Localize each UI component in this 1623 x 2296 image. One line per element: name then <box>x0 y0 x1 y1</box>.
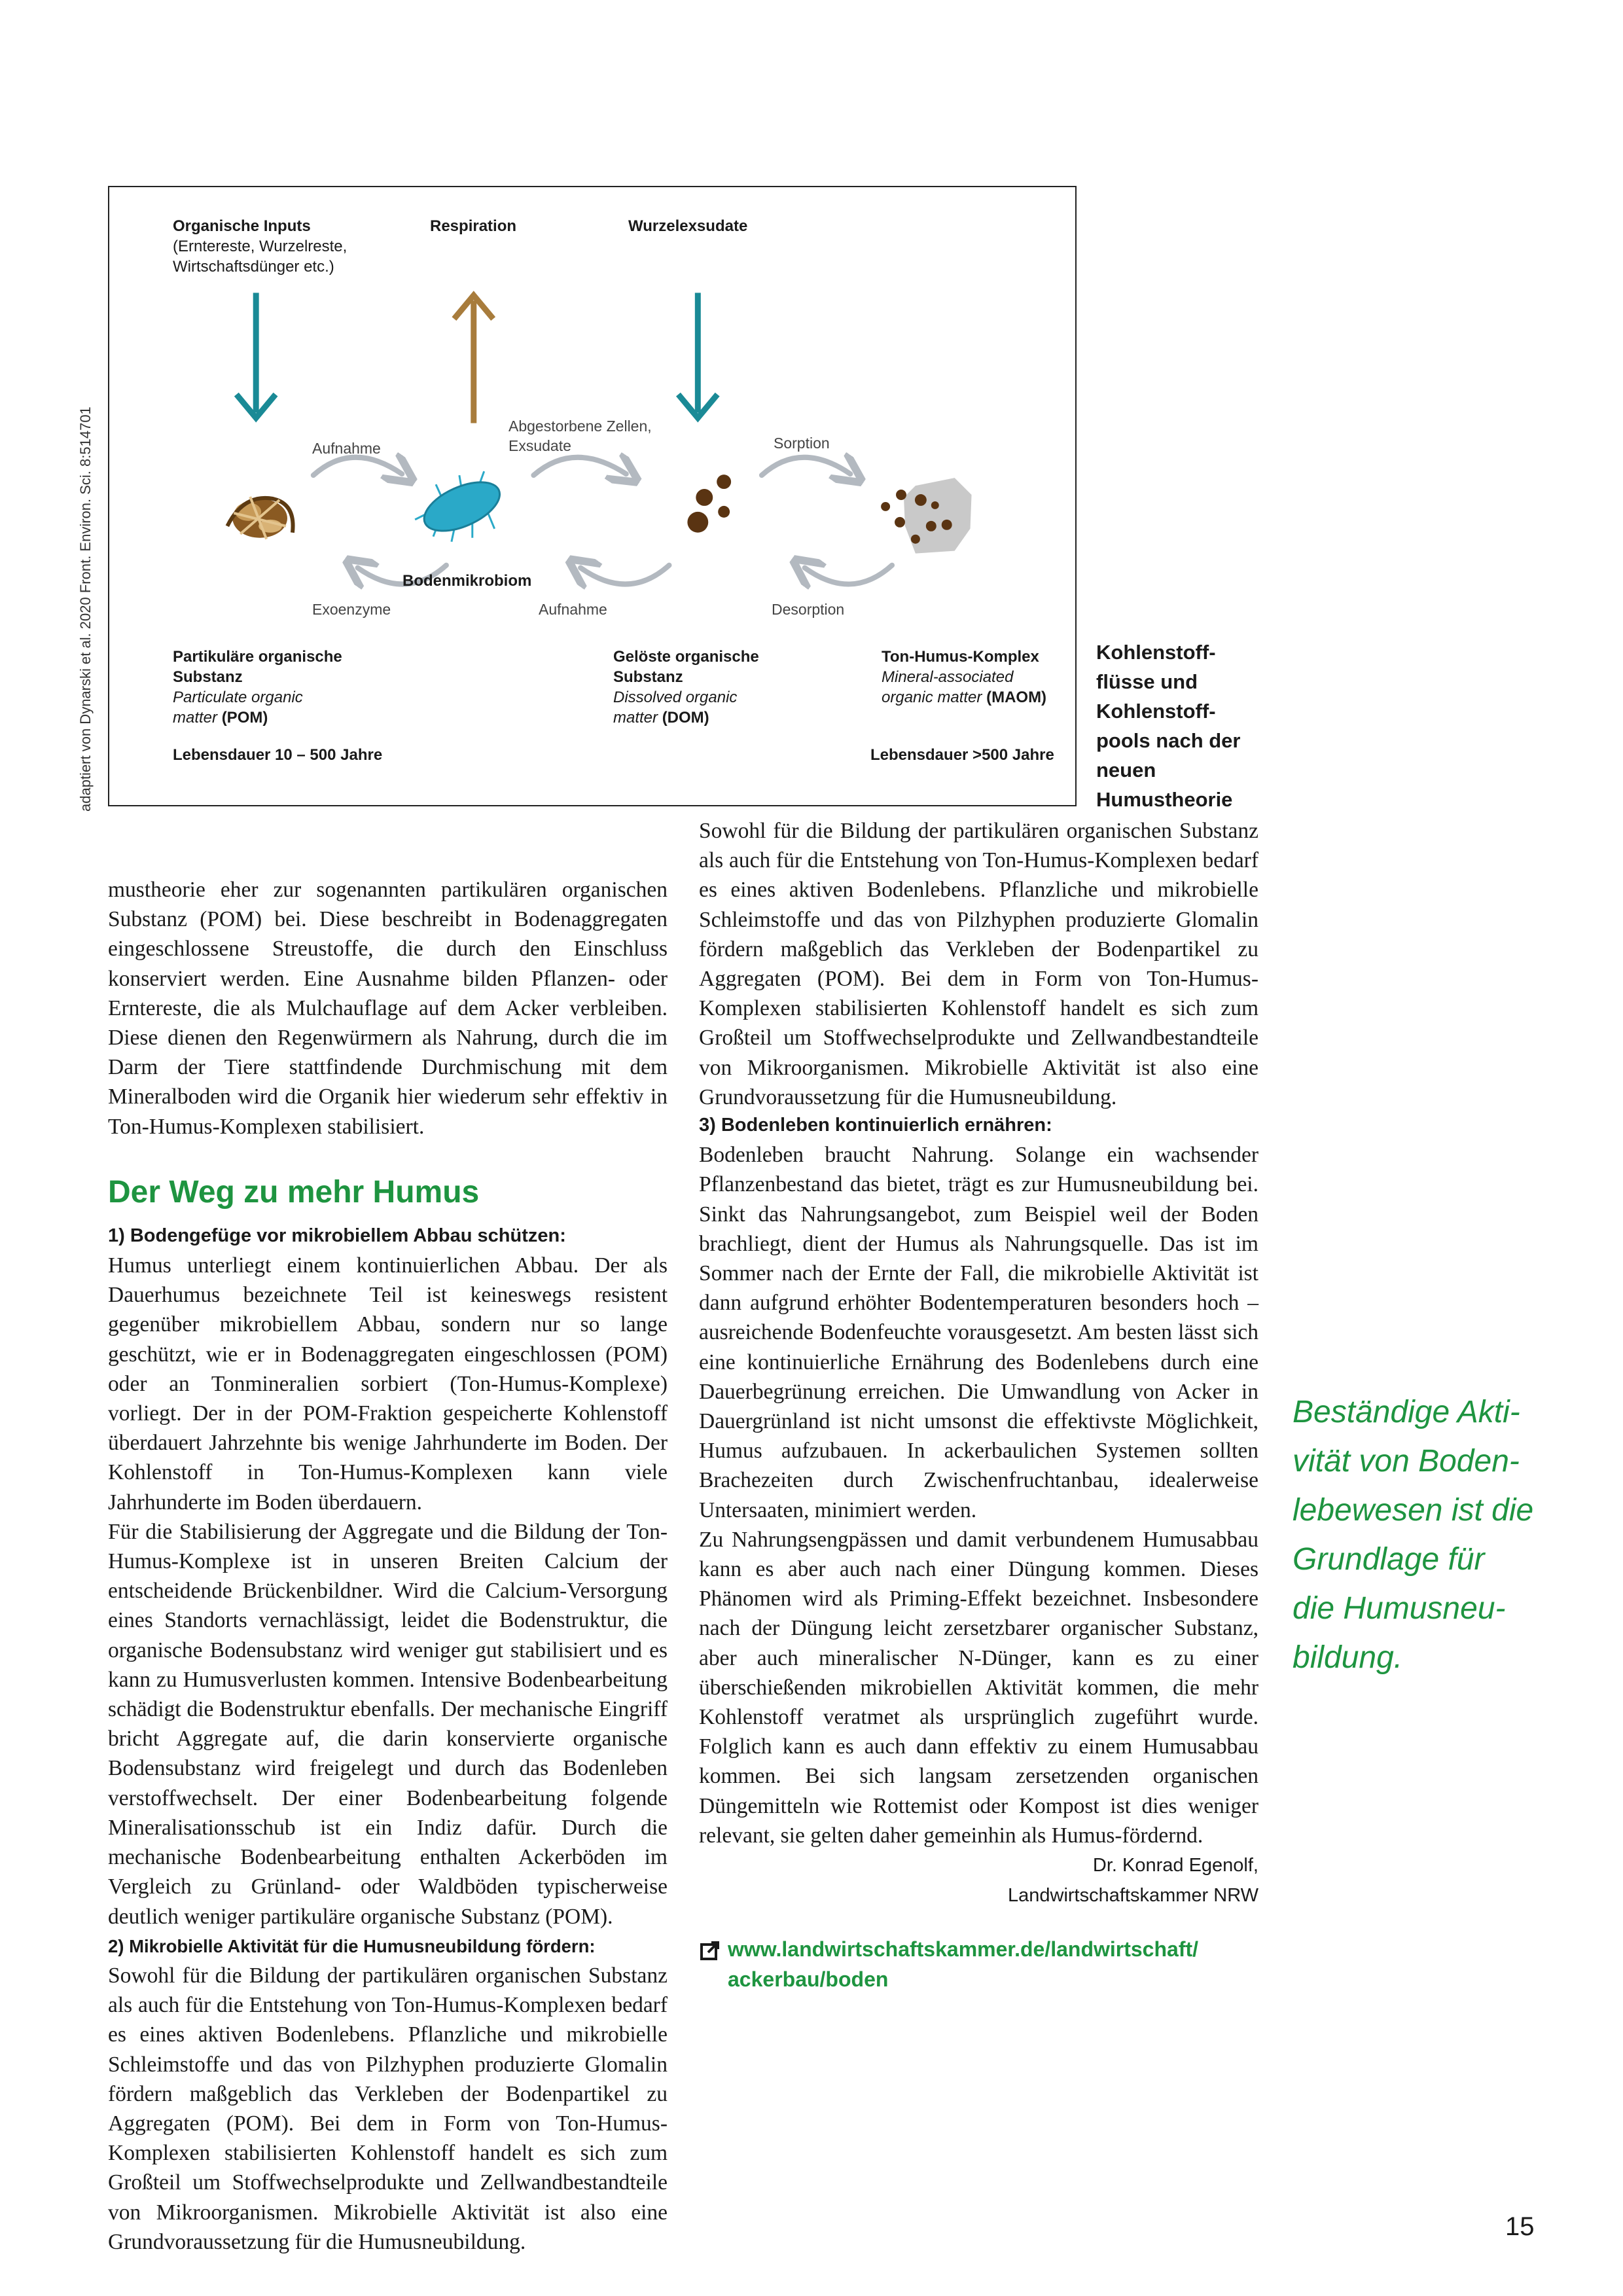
continuation-clip-2 <box>699 819 1258 1111</box>
intro-paragraph: mustheorie eher zur sogenannten partikulären organischen Substanz (POM) bei. Diese beschreibt in Bodenaggregaten eingeschlossene Streustoffe, die durch den Einschluss konserviert werden. Eine Ausnahme bilden Pflanzen- oder Erntereste, die als Mulchauflage auf dem Acker verbleiben. Diese dienen den Regenwürmern als Nahrung, durch die im Darm der Tiere stattfindende Durchmischung mit dem Mineralboden wird die Organik hier wiederum sehr effektiv in Ton-Humus-Komplexen stabilisiert. <box>108 878 668 1139</box>
dead-cells-line-2: Exsudate <box>508 437 571 454</box>
paragraph: Für die Stabilisierung der Aggregate und die Bildung der Ton-Humus-Komplexe ist in unseren Breiten Calcium der entscheidende Brückenbildner. Wird die Calcium-Versorgung eines Standorts vernachlässigt, leidet die Bodenstruktur, die organische Bodensubstanz wird weniger gut stabilisiert und es kann zu Humusverlusten kommen. Intensive Bodenbearbeitung schädigt die Bodenstruktur ebenfalls. Der mechanische Eingriff bricht Aggregate auf, die darin konservierte organische Bodensubstanz wird freigelegt und durch das Bodenleben verstoffwechselt. Der einer Bodenbearbeitung folgende Mineralisationsschub ist ein Indiz dafür. Durch die mechanische Bodenbearbeitung enthalten Ackerböden im Vergleich zu Grünland- oder Waldböden typischerweise deutlich weniger partikuläre organische Substanz (POM). <box>108 1519 668 1929</box>
caption-line: flüsse und <box>1096 670 1198 693</box>
caption-line: Humustheorie <box>1096 788 1233 811</box>
pull-quote-line: die Humusneu- <box>1293 1591 1506 1626</box>
web-link[interactable] <box>699 1934 1258 1994</box>
subheading-3: 3) Bodenleben kontinuierlich ernähren: <box>699 1115 1052 1136</box>
desorption-label: Desorption <box>772 601 845 618</box>
pull-quote-line: lebewesen ist die <box>1293 1493 1534 1528</box>
plant-residue-icon <box>227 497 293 539</box>
paragraph: Bodenleben braucht Nahrung. Solange ein wachsender Pflanzenbestand das bietet, trägt es zur Humusneubildung bei. Sinkt das Nahrungsangebot, zum Beispiel weil der Boden brachliegt, dient der Humus als Nahrungsquelle. Das ist im Sommer nach der Ernte der Fall, die mikrobielle Aktivität ist dann aufgrund erhöhter Bodentemperaturen besonders hoch – ausreichende Bodenfeuchte vorausgesetzt. Am besten lässt sich eine kontinuierliche Ernährung des Bodenlebens durch eine Dauerbegrünung erreichen. Die Umwandlung von Acker in Dauergrünland ist nicht umsonst die effektivste Möglichkeit, Humus aufzubauen. In ackerbaulichen Systemen sollten Brachezeiten durch Zwischenfruchtanbau, idealerweise Untersaaten, minimiert werden. <box>699 1143 1258 1522</box>
uptake-arrow-top-left <box>313 457 402 475</box>
pull-quote-line: Beständige Akti- <box>1293 1395 1520 1429</box>
paragraph: Humus unterliegt einem kontinuierlichen Abbau. Der als Dauerhumus bezeichnete Teil ist keineswegs resistent gegenüber mikrobiellem Abbau, sondern nur so lange geschützt, wie er in Bodenaggregaten eingeschlossen (POM) oder an Tonmineralien sorbiert (Ton-Humus-Komplexe) vorliegt. Der in der POM-Fraktion gespeicherte Kohlenstoff überdauert Jahrzehnte bis wenige Jahrhunderte im Boden. Der Kohlenstoff in Ton-Humus-Komplexen kann viele Jahrhunderte im Boden überdauern. <box>108 1253 668 1515</box>
link-line-2[interactable]: ackerbau/boden <box>728 1967 889 1992</box>
respiration-label: Respiration <box>430 217 517 235</box>
dom-title-line-1: Gelöste organische <box>613 648 759 666</box>
pull-quote-line: Grundlage für <box>1293 1542 1485 1577</box>
pull-quote-line: bildung. <box>1293 1640 1403 1675</box>
pom-en-line-2: matter (POM) <box>173 709 268 726</box>
organic-inputs-line-1: (Erntereste, Wurzelreste, <box>173 238 348 255</box>
continued-paragraph: Sowohl für die Bildung der partikulären organischen Substanz als auch für die Entstehung von Ton-Humus-Komplexen bedarf es eines aktiven Bodenlebens. Pflanzliche und mikrobielle Schleimstoffe und das von Pilzhyphen produzierte Glomalin fördern maßgeblich das Verkleben der Bodenpartikel zu Aggregaten (POM). Bei dem in Form von Ton-Humus-Komplexen stabilisierten Kohlenstoff handelt es sich zum Großteil um Stoffwechselprodukte und Zellwandbestandteile von Mikroorganismen. Mikrobielle Aktivität ist also eine Grundvoraussetzung für die Humusneubildung. <box>699 819 1258 1109</box>
author-organization: Landwirtschaftskammer NRW <box>1007 1885 1258 1907</box>
root-exudates-label: Wurzelexsudate <box>628 217 748 235</box>
microbiome-label: Bodenmikrobiom <box>402 572 532 590</box>
dissolved-particles-icon <box>687 475 731 533</box>
maom-en-line-2: organic matter (MAOM) <box>882 689 1047 706</box>
root-exudates-arrow <box>678 293 717 418</box>
desorption-arrow <box>805 565 892 584</box>
uptake-label-1: Aufnahme <box>312 440 381 457</box>
subheading-1: 1) Bodengefüge vor mikrobiellem Abbau schützen: <box>108 1225 566 1246</box>
paragraph: Zu Nahrungsengpässen und damit verbundenem Humusabbau kann es aber auch nach einer Düngung kommen. Dieses Phänomen wird als Priming-Effekt bezeichnet. Insbesondere nach der Düngung leicht zersetzbarer organischer Substanz, aber auch mineralischer N-Dünger, kann es zu einer überschießenden mikrobiellen Aktivität kommen, die mehr Kohlenstoff veratmet als ursprünglich zugeführt wurde. Folglich kann es auch dann effektiv zu einem Humusabbau kommen. Bei sich langsam zersetzenden organischen Düngemitteln wie Rottemist oder Kompost ist dies weniger relevant, sie gelten daher gemeinhin als Humus-fördernd. <box>699 1527 1258 1848</box>
pull-quote-line: vität von Boden- <box>1293 1444 1520 1479</box>
sorption-arrow <box>762 457 850 475</box>
maom-en-line-1: Mineral-associated <box>882 668 1014 686</box>
uptake-arrow-bottom <box>580 565 669 584</box>
section-heading: Der Weg zu mehr Humus <box>108 1174 480 1210</box>
caption-line: pools nach der <box>1096 729 1241 752</box>
mineral-complex-icon <box>881 478 971 554</box>
text-column-left <box>108 875 668 2254</box>
author-name: Dr. Konrad Egenolf, <box>1092 1855 1258 1876</box>
soil-microbe-icon <box>415 471 507 542</box>
pull-quote <box>1293 1388 1567 1682</box>
pom-en-line-1: Particulate organic <box>173 689 303 706</box>
subheading-2: 2) Mikrobielle Aktivität für die Humusneubildung fördern: <box>108 1935 596 1956</box>
respiration-arrow <box>454 295 493 423</box>
link-line-1[interactable]: www.landwirtschaftskammer.de/landwirtschaft/ <box>728 1937 1199 1962</box>
dead-cells-line-1: Abgestorbene Zellen, <box>508 418 652 435</box>
pom-title-line-2: Substanz <box>173 668 243 686</box>
external-link-icon <box>700 1941 720 1960</box>
dead-cells-arrow-top <box>533 457 626 475</box>
dom-en-line-2: matter (DOM) <box>613 709 709 726</box>
organic-inputs-title: Organische Inputs <box>173 217 311 235</box>
dom-en-line-1: Dissolved organic <box>613 689 738 706</box>
caption-line: Kohlenstoff- <box>1096 641 1216 664</box>
organic-inputs-arrow <box>236 293 276 418</box>
uptake-label-2: Aufnahme <box>539 601 607 618</box>
pom-lifetime: Lebensdauer 10 – 500 Jahre <box>173 746 383 764</box>
sorption-label: Sorption <box>774 435 830 452</box>
carbon-flow-diagram <box>108 186 1077 806</box>
figure-source-note: adaptiert von Dynarski et al. 2020 Front. Environ. Sci. 8:514701 <box>77 406 94 812</box>
maom-title: Ton-Humus-Komplex <box>882 648 1039 666</box>
text-column-right <box>699 819 1258 1994</box>
dom-title-line-2: Substanz <box>613 668 683 686</box>
page-number: 15 <box>1505 2212 1535 2241</box>
paragraph: Sowohl für die Bildung der partikulären organischen Substanz als auch für die Entstehung von Ton-Humus-Komplexen bedarf es eines aktiven Bodenlebens. Pflanzliche und mikrobielle Schleimstoffe und das von Pilzhyphen produzierte Glomalin fördern maßgeblich das Verkleben der Bodenpartikel zu Aggregaten (POM). Bei dem in Form von Ton-Humus-Komplexen stabilisierten Kohlenstoff handelt es sich zum Großteil um Stoffwechselprodukte und Zellwandbestandteile von Mikroorganismen. Mikrobielle Aktivität ist also eine Grundvoraussetzung für die Humusneubildung. <box>108 1963 668 2254</box>
cycle-arrows <box>313 457 892 584</box>
pom-title-line-1: Partikuläre organische <box>173 648 342 666</box>
figure-caption <box>1096 637 1247 814</box>
organic-inputs-line-2: Wirtschaftsdünger etc.) <box>173 258 334 276</box>
caption-line: Kohlenstoff- <box>1096 700 1216 723</box>
maom-lifetime: Lebensdauer >500 Jahre <box>870 746 1054 764</box>
exoenzyme-label: Exoenzyme <box>312 601 391 618</box>
caption-line: neuen <box>1096 759 1156 781</box>
